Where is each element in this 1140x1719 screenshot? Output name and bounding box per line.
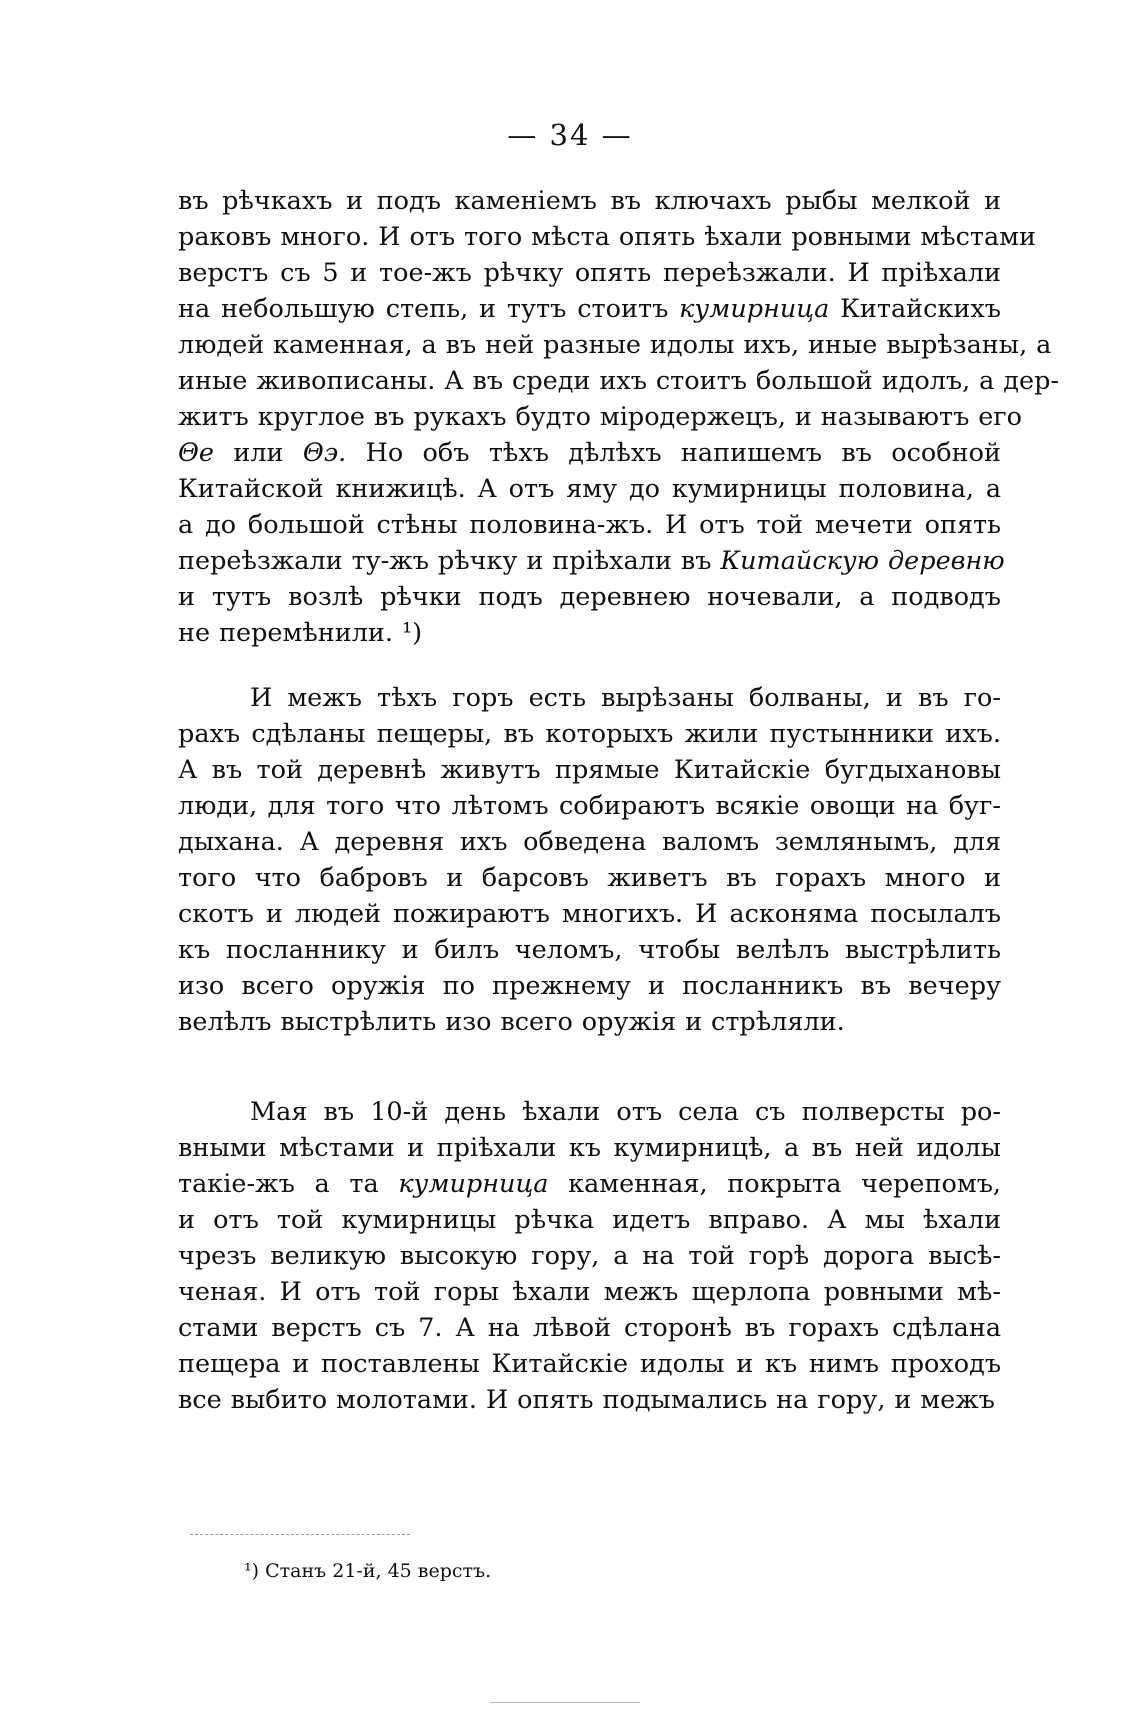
text-line: въ рѣчкахъ и подъ каменіемъ въ ключахъ рыбы мелкой и: [178, 186, 1002, 216]
text-line: Мая въ 10-й день ѣхали отъ села съ полверсты ро-: [250, 1097, 1002, 1127]
paragraph-2: [178, 680, 1010, 1040]
paragraph-3: [178, 1094, 1010, 1418]
bottom-rule: [490, 1702, 640, 1703]
text-line: стами верстъ съ 7. А на лѣвой сторонѣ въ горахъ сдѣлана: [178, 1313, 1002, 1343]
text-line: переѣзжали ту-жъ рѣчку и пріѣхали въ Китайскую деревню: [178, 546, 1005, 576]
text-line: А въ той деревнѣ живутъ прямые Китайскіе бугдыхановы: [178, 755, 1001, 785]
text-line: Китайской книжицѣ. А отъ яму до кумирницы половина, а: [178, 474, 1002, 504]
text-line: изо всего оружія по прежнему и посланникъ въ вечеру: [178, 971, 1002, 1001]
text-line: чрезъ великую высокую гору, а на той горѣ дорога высѣ-: [178, 1241, 1002, 1271]
text-line: къ посланнику и билъ челомъ, чтобы велѣлъ выстрѣлить: [178, 935, 1001, 965]
text-line: рахъ сдѣланы пещеры, въ которыхъ жили пустынники ихъ.: [178, 719, 1002, 749]
footnote: ¹) Станъ 21-й, 45 верстъ.: [244, 1560, 492, 1582]
text-line: И межъ тѣхъ горъ есть вырѣзаны болваны, и въ го-: [250, 683, 1002, 713]
text-line: и отъ той кумирницы рѣчка идетъ вправо. А мы ѣхали: [178, 1205, 1002, 1235]
text-line: дыхана. А деревня ихъ обведена валомъ землянымъ, для: [178, 827, 1002, 857]
text-line: иные живописаны. А въ среди ихъ стоитъ большой идолъ, а дер-: [178, 366, 1060, 396]
text-line: Θе или Θэ. Но объ тѣхъ дѣлѣхъ напишемъ въ особной: [178, 438, 1001, 468]
text-line: людей каменная, а въ ней разные идолы ихъ, иные вырѣзаны, а: [178, 330, 1052, 360]
text-line: такіе-жъ а та кумирница каменная, покрыта черепомъ,: [178, 1169, 1002, 1199]
text-line: того что бабровъ и барсовъ живетъ въ горахъ много и: [178, 863, 1001, 893]
text-line: а до большой стѣны половина-жъ. И отъ той мечети опять: [178, 510, 1002, 540]
page-number: — 34 —: [507, 118, 633, 152]
text-line: скотъ и людей пожираютъ многихъ. И асконяма посылалъ: [178, 899, 1002, 929]
text-line: пещера и поставлены Китайскіе идолы и къ нимъ проходъ: [178, 1349, 1002, 1379]
footnote-separator: [190, 1534, 410, 1535]
text-line: велѣлъ выстрѣлить изо всего оружія и стрѣляли.: [178, 1007, 845, 1037]
text-line: вными мѣстами и пріѣхали къ кумирницѣ, а въ ней идолы: [178, 1133, 1001, 1163]
text-line: не перемѣнили. ¹): [178, 618, 423, 648]
text-line: все выбито молотами. И опять подымались на гору, и межъ: [178, 1385, 995, 1415]
text-line: и тутъ возлѣ рѣчки подъ деревнею ночевали, а подводъ: [178, 582, 1001, 612]
text-line: раковъ много. И отъ того мѣста опять ѣхали ровными мѣстами: [178, 222, 1037, 252]
text-line: ченая. И отъ той горы ѣхали межъ щерлопа ровными мѣ-: [178, 1277, 1001, 1307]
text-line: житъ круглое въ рукахъ будто міродержецъ, и называютъ его: [178, 402, 1023, 432]
paragraph-1: [178, 183, 1060, 651]
text-line: люди, для того что лѣтомъ собираютъ всякіе овощи на буг-: [178, 791, 1002, 821]
text-line: на небольшую степь, и тутъ стоитъ кумирница Китайскихъ: [178, 294, 1001, 324]
text-line: верстъ съ 5 и тое-жъ рѣчку опять переѣзжали. И пріѣхали: [178, 258, 1002, 288]
